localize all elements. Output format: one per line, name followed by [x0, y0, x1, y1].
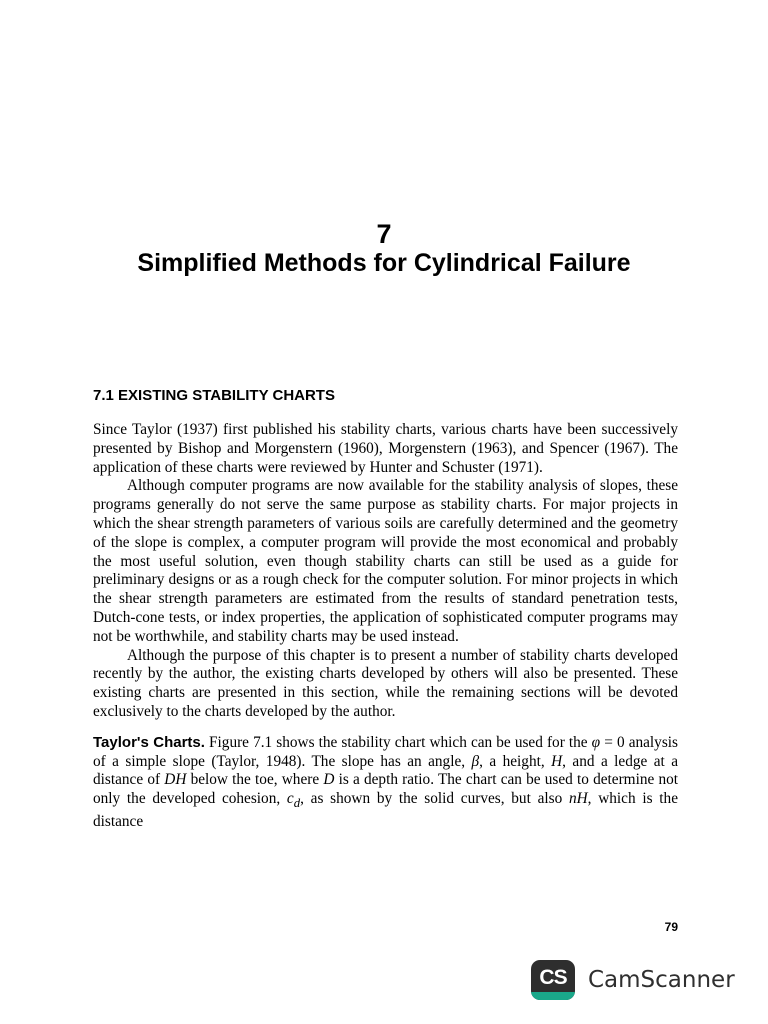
- chapter-number: 7: [376, 219, 392, 249]
- dh-symbol: DH: [164, 771, 187, 789]
- text-run: = 0 analysis of a simple slope (Taylor, 1948). The slope has an angle,: [93, 733, 678, 770]
- beta-symbol: β: [471, 752, 480, 770]
- phi-symbol: φ: [591, 733, 601, 751]
- paragraph-taylor: [93, 734, 678, 832]
- text-run: below the toe, where: [186, 771, 324, 789]
- camscanner-name: CamScanner: [588, 967, 735, 993]
- text-run: , as shown by the solid curves, but also: [300, 790, 569, 808]
- text-run: Figure 7.1 shows the stability chart which can be used for the: [204, 733, 592, 751]
- logo-letters: CS: [539, 965, 567, 989]
- body-text: [93, 421, 678, 832]
- h-symbol: H: [551, 752, 563, 770]
- paragraph-1: Since Taylor (1937) first published his stability charts, various charts have been successively presented by Bishop and Morgenstern (1960), Morgenstern (1963), and Spencer (1967). The application of these charts were reviewed by Hunter and Schuster (1971).: [93, 421, 678, 476]
- camscanner-watermark: [531, 960, 735, 1000]
- logo-accent-bar: [531, 992, 575, 1000]
- text-run: , and a ledge at a distance of: [93, 752, 678, 789]
- page-number: 79: [664, 920, 678, 934]
- paragraph-2: Although computer programs are now available for the stability analysis of slopes, these programs generally do not serve the same purpose as stability charts. For major projects in which the shear strength parameters of various soils are carefully determined and the geometry of the slope is complex, a computer program will provide the most economical and probably the most useful solution, even though stability charts can still be used as a guide for preliminary designs or as a rough check for the computer solution. For minor projects in which the shear strength parameters are estimated from the results of standard penetration tests, Dutch-cone tests, or index properties, the application of sophisticated computer programs may not be worthwhile, and stability charts may be used instead.: [93, 477, 678, 645]
- taylor-runin-heading: Taylor's Charts.: [93, 733, 205, 751]
- camscanner-logo-icon: [531, 960, 575, 1000]
- d-symbol: D: [323, 771, 335, 789]
- cd-subscript: d: [293, 796, 301, 811]
- text-run: is a depth ratio. The chart can be used to determine not only the developed cohesion,: [93, 771, 678, 808]
- paragraph-3: Although the purpose of this chapter is to present a number of stability charts developed recently by the author, the existing charts developed by others will also be presented. These existing charts are presented in this section, while the remaining sections will be devoted exclusively to the charts developed by the author.: [93, 646, 678, 720]
- text-run: , a height,: [479, 752, 552, 770]
- section-heading: 7.1 EXISTING STABILITY CHARTS: [93, 387, 335, 404]
- cd-symbol: c: [286, 790, 294, 808]
- nh-symbol: nH: [568, 790, 588, 808]
- chapter-title: Simplified Methods for Cylindrical Failure: [137, 249, 631, 277]
- text-run: , which is the distance: [93, 790, 678, 830]
